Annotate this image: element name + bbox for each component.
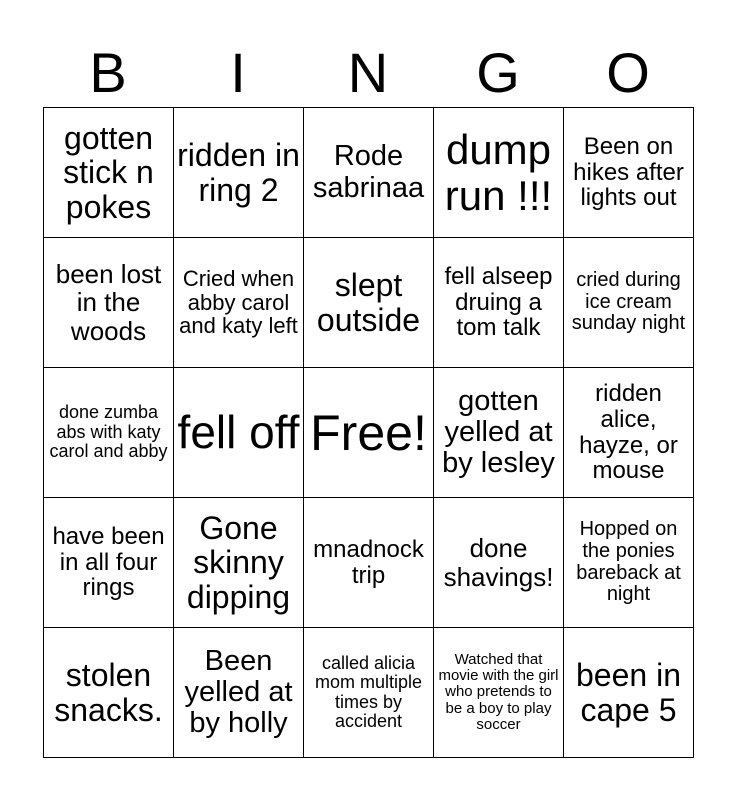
bingo-cell[interactable]: Cried when abby carol and katy left bbox=[174, 238, 304, 368]
bingo-cell[interactable]: stolen snacks. bbox=[44, 628, 174, 758]
bingo-cell[interactable]: done zumba abs with katy carol and abby bbox=[44, 368, 174, 498]
bingo-cell[interactable]: Rode sabrinaa bbox=[304, 108, 434, 238]
board-row bbox=[44, 108, 694, 238]
board-row bbox=[44, 498, 694, 628]
header-letter-n: N bbox=[347, 41, 389, 104]
board-row bbox=[44, 238, 694, 368]
bingo-cell[interactable]: done shavings! bbox=[434, 498, 564, 628]
bingo-board bbox=[43, 107, 694, 758]
bingo-cell[interactable]: mnadnock trip bbox=[304, 498, 434, 628]
bingo-cell[interactable]: fell off bbox=[174, 368, 304, 498]
bingo-cell[interactable]: fell alseep druing a tom talk bbox=[434, 238, 564, 368]
bingo-cell[interactable]: Watched that movie with the girl who pretends to be a boy to play soccer bbox=[434, 628, 564, 758]
bingo-cell[interactable]: Been on hikes after lights out bbox=[564, 108, 694, 238]
bingo-cell[interactable]: ridden in ring 2 bbox=[174, 108, 304, 238]
header-letter-i: I bbox=[230, 41, 246, 104]
bingo-cell[interactable]: gotten stick n pokes bbox=[44, 108, 174, 238]
bingo-cell[interactable]: been lost in the woods bbox=[44, 238, 174, 368]
board-row bbox=[44, 628, 694, 758]
bingo-cell[interactable]: cried during ice cream sunday night bbox=[564, 238, 694, 368]
bingo-cell[interactable]: been in cape 5 bbox=[564, 628, 694, 758]
bingo-cell[interactable]: ridden alice, hayze, or mouse bbox=[564, 368, 694, 498]
board-row bbox=[44, 368, 694, 498]
bingo-header bbox=[43, 38, 693, 108]
bingo-cell[interactable]: dump run !!! bbox=[434, 108, 564, 238]
bingo-cell[interactable]: have been in all four rings bbox=[44, 498, 174, 628]
free-space-cell[interactable]: Free! bbox=[304, 368, 434, 498]
bingo-cell[interactable]: called alicia mom multiple times by accident bbox=[304, 628, 434, 758]
bingo-cell[interactable]: gotten yelled at by lesley bbox=[434, 368, 564, 498]
bingo-cell[interactable]: Been yelled at by holly bbox=[174, 628, 304, 758]
header-letter-g: G bbox=[476, 41, 520, 104]
bingo-cell[interactable]: Hopped on the ponies bareback at night bbox=[564, 498, 694, 628]
bingo-cell[interactable]: Gone skinny dipping bbox=[174, 498, 304, 628]
header-letter-o: O bbox=[606, 41, 650, 104]
header-letter-b: B bbox=[89, 41, 127, 104]
bingo-cell[interactable]: slept outside bbox=[304, 238, 434, 368]
